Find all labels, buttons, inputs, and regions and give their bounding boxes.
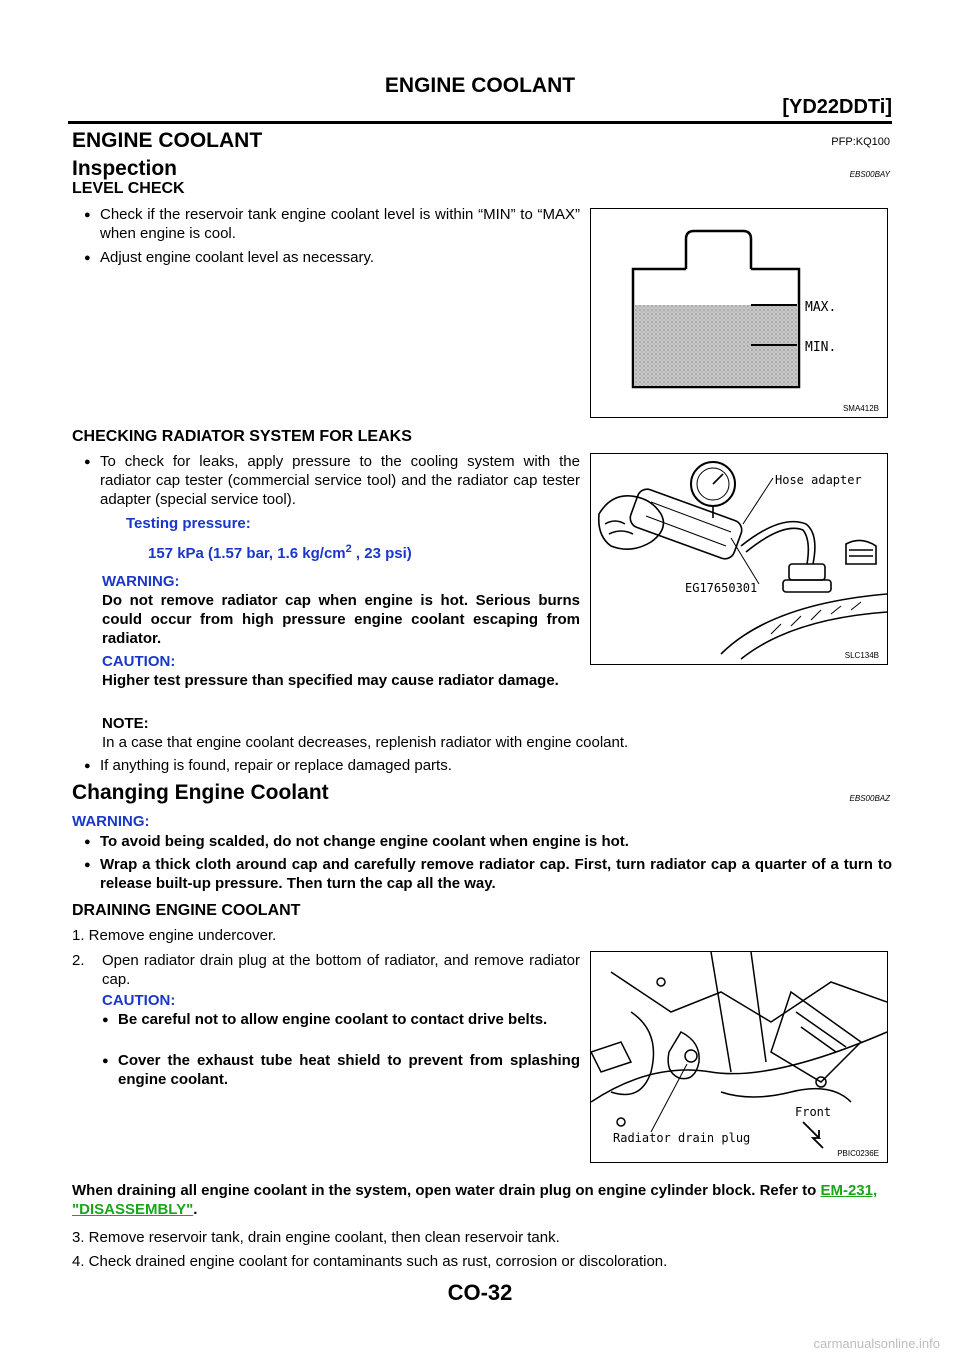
testing-pressure-label: Testing pressure: <box>126 515 251 532</box>
draining-all-text: When draining all engine coolant in the system, open water drain plug on engine cylinder block. Refer to EM-231, "DISASSEMBLY". <box>72 1182 878 1218</box>
caution-text: Higher test pressure than specified may cause radiator damage. <box>102 672 559 689</box>
bullet-icon: ● <box>84 456 91 468</box>
disassembly-link[interactable]: EM-231, "DISASSEMBLY" <box>72 1182 878 1218</box>
max-label: MAX. <box>805 300 837 315</box>
draining-caution-1: ● Be careful not to allow engine coolant to contact drive belts. <box>102 1011 548 1028</box>
draining-caution-2: ● Cover the exhaust tube heat shield to prevent from splashing engine coolant. <box>102 1052 580 1088</box>
bullet-icon: ● <box>84 209 91 221</box>
draining-step-4: 4. Check drained engine coolant for contaminants such as rust, corrosion or discoloration. <box>72 1253 668 1270</box>
warning-text: Do not remove radiator cap when engine is hot. Serious burns could occur from high pressure engine coolant escaping from radiator. <box>102 592 580 647</box>
drain-plug-label: Radiator drain plug <box>613 1131 751 1145</box>
figure-id: SMA412B <box>842 404 879 413</box>
caution-label: CAUTION: <box>102 653 176 670</box>
watermark: carmanualsonline.info <box>813 1336 940 1351</box>
page-header-title: ENGINE COOLANT <box>384 74 576 97</box>
draining-step-2: 2. Open radiator drain plug at the bottom of radiator, and remove radiator cap. <box>72 952 580 988</box>
min-label: MIN. <box>805 340 837 355</box>
testing-pressure-value: 157 kPa (1.57 bar, 1.6 $kg/cm^2$ , 23 psi) <box>148 543 412 562</box>
changing-warning-label: WARNING: <box>72 813 150 830</box>
bullet-icon: ● <box>84 836 91 848</box>
bullet-icon: ● <box>84 859 91 871</box>
tool-number-label: EG17650301 <box>685 581 758 595</box>
bullet-icon: ● <box>84 760 91 772</box>
bullet-icon: ● <box>102 1055 109 1067</box>
page-number: CO-32 <box>447 1280 513 1305</box>
cap-tester-illustration <box>591 454 887 664</box>
level-check-bullet-2: ● Adjust engine coolant level as necessary. <box>84 249 375 266</box>
note-text: In a case that engine coolant decreases, replenish radiator with engine coolant. <box>102 734 629 751</box>
hose-adapter-label: Hose adapter <box>775 473 862 487</box>
bullet-icon: ● <box>84 252 91 264</box>
changing-ref: EBS00BAZ <box>849 794 890 803</box>
level-check-title: LEVEL CHECK <box>72 180 185 197</box>
reservoir-tank-illustration <box>591 209 887 417</box>
figure-id: PBIC0236E <box>837 1149 879 1158</box>
draining-caution-label: CAUTION: <box>102 992 176 1009</box>
changing-warning-1: ● To avoid being scalded, do not change engine coolant when engine is hot. <box>84 833 629 850</box>
draining-step-1: 1. Remove engine undercover. <box>72 927 277 944</box>
inspection-ref: EBS00BAY <box>849 170 890 179</box>
front-label: Front <box>795 1105 832 1119</box>
changing-title: Changing Engine Coolant <box>72 781 329 804</box>
changing-warning-2: ● Wrap a thick cloth around cap and carefully remove radiator cap. First, turn radiator cap a quarter of a turn to release built-up pressure. Then turn the cap all the way. <box>84 856 892 892</box>
pfp-code: PFP:KQ100 <box>831 136 890 148</box>
engine-code: [YD22DDTi] <box>782 96 892 118</box>
draining-step-3: 3. Remove reservoir tank, drain engine coolant, then clean reservoir tank. <box>72 1229 560 1246</box>
header-rule <box>68 121 892 124</box>
level-check-bullet-1: ● Check if the reservoir tank engine coolant level is within “MIN” to “MAX” when engine is cool. <box>84 206 580 242</box>
reservoir-tank-figure <box>590 208 888 418</box>
leaks-bullet-2: ● If anything is found, repair or replace damaged parts. <box>84 757 452 774</box>
bullet-icon: ● <box>102 1014 109 1026</box>
leaks-bullet: ● To check for leaks, apply pressure to the cooling system with the radiator cap tester (commercial service tool) and the radiator cap tester adapter (special service tool). <box>84 453 580 508</box>
drain-plug-illustration <box>591 952 887 1162</box>
drain-plug-figure <box>590 951 888 1163</box>
figure-id: SLC134B <box>844 651 879 660</box>
leaks-title: CHECKING RADIATOR SYSTEM FOR LEAKS <box>72 428 412 445</box>
cap-tester-figure <box>590 453 888 665</box>
section-title: ENGINE COOLANT <box>72 129 263 152</box>
warning-label: WARNING: <box>102 573 180 590</box>
inspection-title: Inspection <box>72 157 178 180</box>
draining-title: DRAINING ENGINE COOLANT <box>72 902 301 919</box>
note-label: NOTE: <box>102 715 149 732</box>
